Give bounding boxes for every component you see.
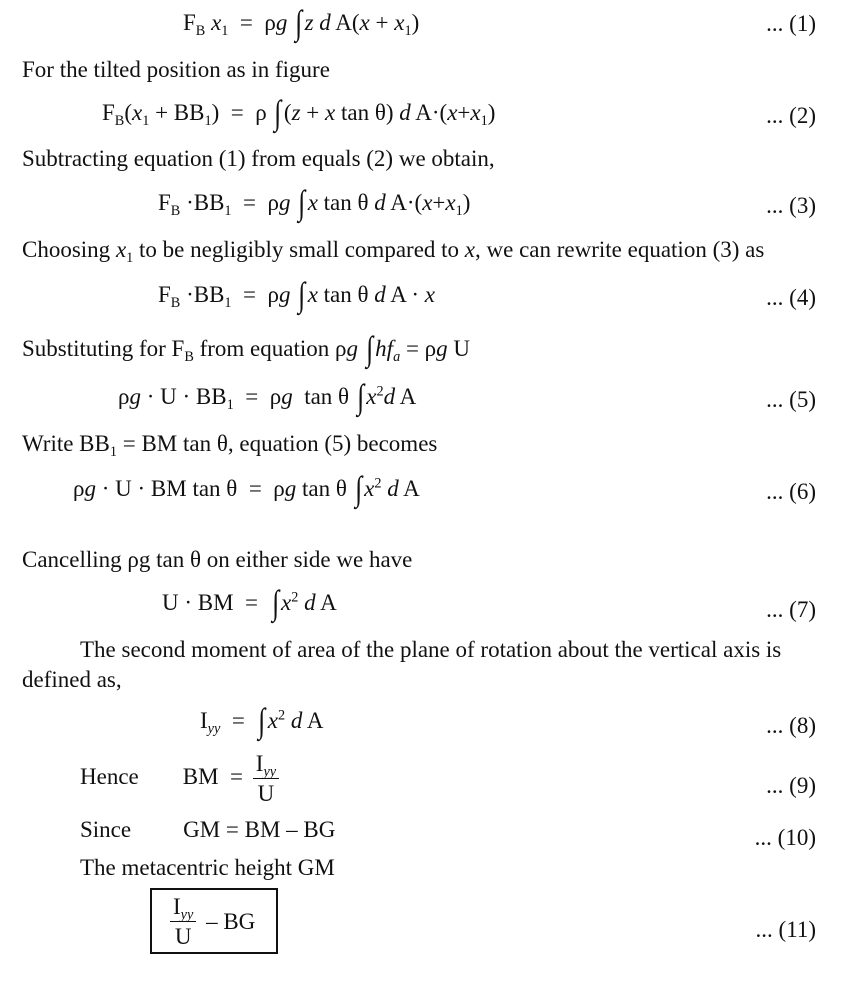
equation-number-2: ... (2) [766, 103, 816, 128]
equation-number-1: ... (1) [766, 11, 816, 36]
equation-4: $F_B \cdot BB_1 = \rho g$ ∫x tan θ d A · x [158, 276, 435, 314]
text-subtracting: Subtracting equation (1) from equals (2) we obtain, [22, 146, 495, 171]
equation-9-label: Hence [80, 763, 139, 789]
text-defined-as: defined as, [22, 667, 122, 692]
equation-6: ρg · U · BM tan θ = ρg tan θ $\int x^2$ d A [73, 470, 420, 508]
text-substituting: Substituting for $F_B$ from equation ρg $\int hf_a = \rho g$ U [22, 330, 471, 368]
equation-number-4: ... (4) [766, 285, 816, 310]
equation-number-3: ... (3) [766, 193, 816, 218]
equation-2: $F_B(x_1 + BB_1) = \rho$ ∫(z + x tan θ) d $A\cdot(x+x_1)$ [102, 94, 496, 132]
text-cancelling: Cancelling ρg tan θ on either side we have [22, 547, 413, 572]
equation-number-9: ... (9) [766, 773, 816, 798]
text-tilted-position: For the tilted position as in figure [22, 57, 330, 82]
equation-number-8: ... (8) [766, 713, 816, 738]
text-choosing-end: , we can rewrite equation (3) as [475, 237, 765, 262]
fraction-iyy-over-u-boxed: $\frac{I_{yy}}{U}$ [170, 895, 196, 948]
text-write-bb1-mid: = BM tan θ, equation (5) becomes [117, 431, 438, 456]
text-substituting-mid: from equation [193, 335, 335, 361]
equation-1: $F_B$ $x_1 = \rho g$ ∫z d $A(x + x_1)$ [183, 4, 420, 42]
text-substituting-pre: Substituting for F [22, 335, 185, 361]
text-write-bb1-pre: Write BB [22, 431, 110, 456]
boxed-result: $\frac{I_{yy}}{U}$ – BG [150, 888, 278, 954]
equation-8: $I_{yy} = \int x^2$ d A [200, 702, 324, 740]
equation-5: $\rho g \cdot U \cdot BB_1 = \rho g$ tan θ $\int x^2d$ A [118, 378, 417, 416]
equation-number-11: ... (11) [755, 917, 816, 942]
equation-number-5: ... (5) [766, 387, 816, 412]
equation-number-6: ... (6) [766, 479, 816, 504]
equation-3: $F_B \cdot BB_1 = \rho g$ ∫x tan θ d $A\cdot(x+x_1)$ [158, 184, 471, 222]
text-choosing-mid: to be negligibly small compared to [133, 237, 465, 262]
text-write-bb1: Write $BB_1$ = BM tan θ, equation (5) becomes [22, 431, 438, 460]
equation-10-rhs: GM = BM – BG [183, 817, 336, 842]
text-choosing-pre: Choosing [22, 237, 116, 262]
equation-7: U · BM = $\int x^2$ d A [162, 584, 337, 622]
fraction-iyy-over-u: $\frac{I_{yy}}{U}$ [253, 752, 279, 805]
equation-10 [80, 818, 335, 841]
equation-10-label: Since [80, 817, 132, 842]
text-choosing: Choosing $x_1$ to be negligibly small compared to x, we can rewrite equation (3) as [22, 237, 765, 266]
text-metacentric-height: The metacentric height GM [80, 855, 335, 880]
equation-number-10: ... (10) [754, 825, 816, 850]
equation-9: Hence BM = $\frac{I_{yy}}{U}$ [80, 752, 283, 805]
equation-number-7: ... (7) [766, 597, 816, 622]
text-second-moment: The second moment of area of the plane of rotation about the vertical axis is [80, 637, 782, 662]
